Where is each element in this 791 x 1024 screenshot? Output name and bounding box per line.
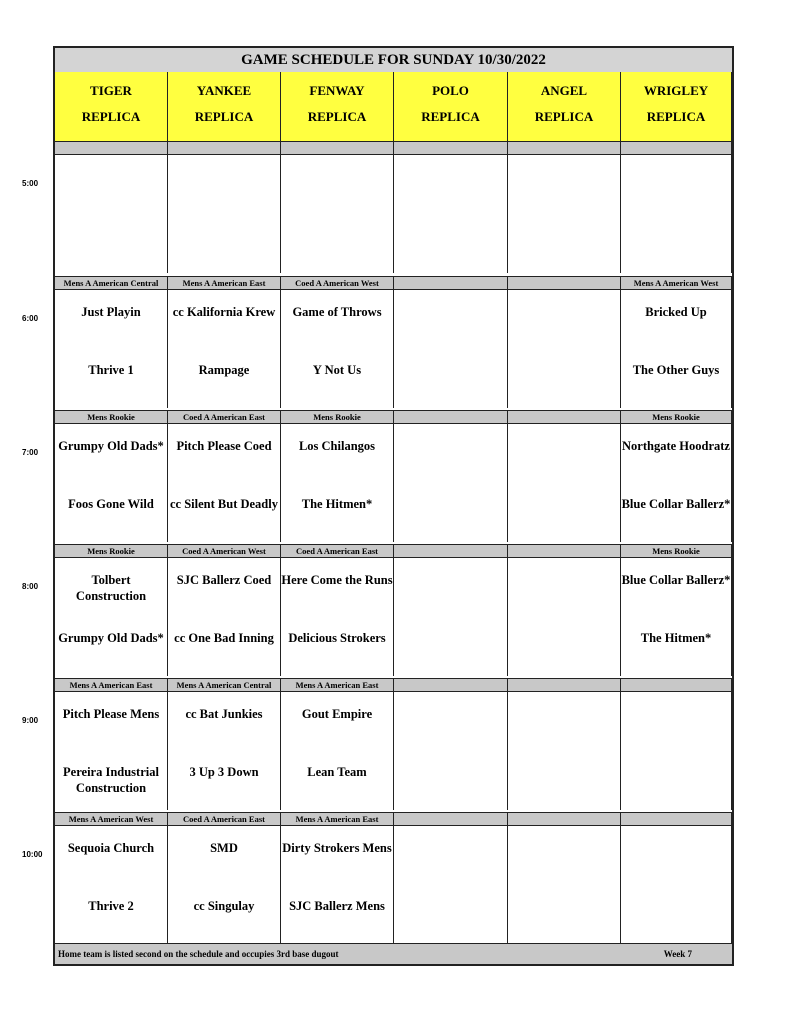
- game-cell: [394, 558, 508, 676]
- away-team: Gout Empire: [301, 707, 373, 721]
- home-team: The Hitmen*: [640, 631, 712, 645]
- game-cell: [281, 558, 394, 676]
- game-cell: [168, 826, 281, 944]
- away-team: Sequoia Church: [67, 841, 155, 855]
- division-label: [508, 678, 621, 692]
- game-cell: [621, 290, 732, 408]
- division-label: Mens A American East: [281, 678, 394, 692]
- home-team: 3 Up 3 Down: [189, 765, 259, 779]
- division-label: [508, 276, 621, 290]
- division-label: Mens A American West: [55, 812, 168, 826]
- field-name: ANGEL: [540, 83, 588, 98]
- division-label: Coed A American West: [281, 276, 394, 290]
- schedule-sheet: [53, 46, 734, 966]
- game-cell: [168, 558, 281, 676]
- home-team: Foos Gone Wild: [68, 497, 154, 511]
- field-name: FENWAY: [309, 83, 365, 98]
- time-label: 9:00: [22, 716, 39, 725]
- game-cell: [508, 290, 621, 408]
- game-cell: [55, 558, 168, 676]
- game-cell: [394, 692, 508, 810]
- division-label: Mens A American East: [55, 678, 168, 692]
- game-cell: [621, 155, 732, 273]
- division-label: Mens A American Central: [168, 678, 281, 692]
- away-team: Dirty Strokers Mens: [282, 841, 392, 855]
- game-cell: [168, 692, 281, 810]
- division-label: [55, 141, 168, 155]
- game-cell: [55, 826, 168, 944]
- home-team: cc One Bad Inning: [174, 631, 274, 645]
- division-label: [394, 544, 508, 558]
- division-label: Coed A American East: [168, 410, 281, 424]
- game-cell: [621, 826, 732, 944]
- division-label: [508, 141, 621, 155]
- game-cell: [621, 558, 732, 676]
- division-label: [621, 141, 732, 155]
- division-label: Mens A American East: [281, 812, 394, 826]
- away-team: Pitch Please Mens: [62, 707, 160, 721]
- footer: [55, 943, 732, 964]
- time-label: 5:00: [22, 179, 39, 188]
- division-label: [394, 812, 508, 826]
- home-team: SJC Ballerz Mens: [289, 899, 385, 913]
- game-cell: [281, 826, 394, 944]
- division-label: Mens Rookie: [281, 410, 394, 424]
- time-label: 8:00: [22, 582, 39, 591]
- field-name: WRIGLEY: [643, 83, 709, 98]
- away-team: Bricked Up: [645, 305, 707, 319]
- division-label: Coed A American West: [168, 544, 281, 558]
- game-cell: [621, 692, 732, 810]
- game-cell: [394, 424, 508, 542]
- away-team: Pitch Please Coed: [176, 439, 272, 453]
- away-team: Here Come the Runs: [281, 573, 393, 587]
- field-name: TIGER: [90, 83, 132, 98]
- home-team: Delicious Strokers: [288, 631, 386, 645]
- game-cell: [508, 692, 621, 810]
- division-label: [621, 678, 732, 692]
- game-cell: [621, 424, 732, 542]
- away-team: Just Playin: [81, 305, 141, 319]
- field-subtitle: REPLICA: [421, 109, 480, 124]
- game-cell: [55, 155, 168, 273]
- division-label: [621, 812, 732, 826]
- away-team: SJC Ballerz Coed: [176, 573, 272, 587]
- field-subtitle: REPLICA: [534, 109, 594, 124]
- time-label: 10:00: [22, 850, 43, 859]
- division-label: Mens Rookie: [621, 410, 732, 424]
- home-team: The Other Guys: [632, 363, 720, 377]
- field-subtitle: REPLICA: [81, 109, 141, 124]
- division-label: [508, 410, 621, 424]
- away-team: Blue Collar Ballerz*: [621, 573, 731, 587]
- game-cell: [281, 155, 394, 273]
- division-label: Mens Rookie: [55, 544, 168, 558]
- time-label: 7:00: [22, 448, 39, 457]
- game-cell: [508, 155, 621, 273]
- game-cell: [168, 290, 281, 408]
- home-team: Thrive 1: [88, 363, 134, 377]
- home-team: cc Singulay: [193, 899, 255, 913]
- game-cell: [394, 155, 508, 273]
- game-cell: [55, 692, 168, 810]
- field-subtitle: REPLICA: [307, 109, 367, 124]
- field-name: YANKEE: [196, 83, 252, 98]
- game-cell: [508, 826, 621, 944]
- division-label: Mens A American Central: [55, 276, 168, 290]
- away-team: SMD: [210, 841, 238, 855]
- game-cell: [394, 290, 508, 408]
- footer-note: Home team is listed second on the schedule and occupies 3rd base dugout: [58, 949, 339, 959]
- away-team: cc Bat Junkies: [185, 707, 263, 721]
- away-team: Grumpy Old Dads*: [58, 439, 164, 453]
- game-cell: [281, 424, 394, 542]
- away-team: Tolbert Construction: [75, 573, 147, 603]
- away-team: Game of Throws: [292, 305, 382, 319]
- division-label: Coed A American East: [168, 812, 281, 826]
- game-cell: [508, 424, 621, 542]
- home-team: Grumpy Old Dads*: [58, 631, 164, 645]
- division-label: [394, 678, 508, 692]
- game-cell: [55, 424, 168, 542]
- home-team: Pereira Industrial Construction: [63, 765, 159, 795]
- away-team: Los Chilangos: [298, 439, 376, 453]
- game-cell: [394, 826, 508, 944]
- game-cell: [508, 558, 621, 676]
- division-label: [168, 141, 281, 155]
- home-team: Thrive 2: [88, 899, 134, 913]
- field-name: POLO: [432, 83, 469, 98]
- home-team: Lean Team: [307, 765, 367, 779]
- week-label: Week 7: [663, 949, 692, 959]
- division-label: [394, 141, 508, 155]
- division-label: [508, 812, 621, 826]
- division-label: Mens A American East: [168, 276, 281, 290]
- game-cell: [168, 155, 281, 273]
- division-label: [281, 141, 394, 155]
- away-team: Northgate Hoodratz: [622, 439, 730, 453]
- division-label: Mens Rookie: [621, 544, 732, 558]
- field-subtitle: REPLICA: [194, 109, 254, 124]
- division-label: [394, 276, 508, 290]
- home-team: Y Not Us: [312, 363, 362, 377]
- division-label: [394, 410, 508, 424]
- game-cell: [281, 290, 394, 408]
- field-subtitle: REPLICA: [646, 109, 706, 124]
- time-label: 6:00: [22, 314, 39, 323]
- game-cell: [168, 424, 281, 542]
- division-label: Coed A American East: [281, 544, 394, 558]
- division-label: Mens Rookie: [55, 410, 168, 424]
- division-label: [508, 544, 621, 558]
- home-team: Blue Collar Ballerz*: [621, 497, 731, 511]
- game-cell: [55, 290, 168, 408]
- home-team: Rampage: [198, 363, 250, 377]
- game-cell: [281, 692, 394, 810]
- division-label: Mens A American West: [621, 276, 732, 290]
- away-team: cc Kalifornia Krew: [172, 305, 276, 319]
- page-title: GAME SCHEDULE FOR SUNDAY 10/30/2022: [55, 48, 732, 73]
- home-team: The Hitmen*: [301, 497, 373, 511]
- home-team: cc Silent But Deadly: [170, 497, 278, 511]
